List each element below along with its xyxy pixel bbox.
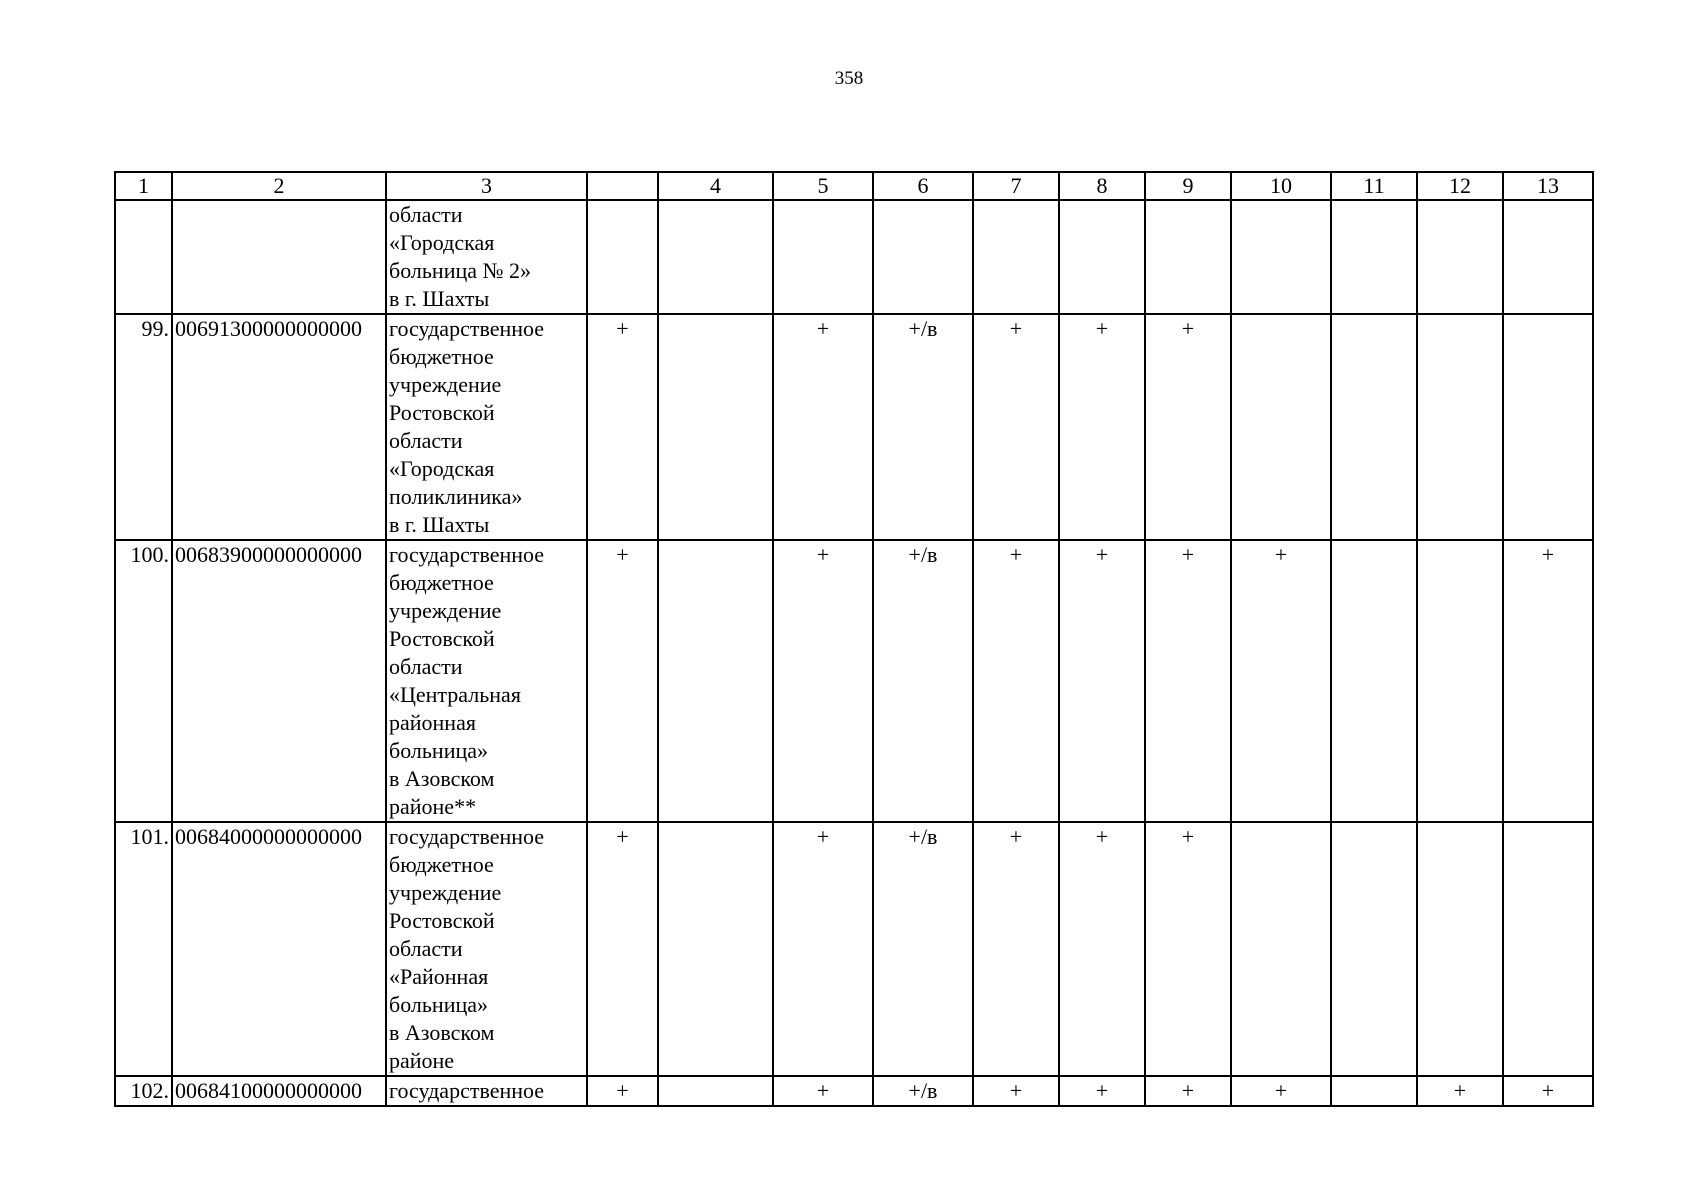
row-institution-name [386,540,587,822]
row-mark-cell: + [1231,540,1331,822]
row-mark-cell: +/в [873,822,973,1076]
row-mark-cell [1331,822,1417,1076]
row-mark-cell [1231,200,1331,314]
institution-name-line: больница» [389,992,488,1017]
header-cell-9: 9 [1145,172,1231,200]
header-cell-blank [587,172,658,200]
row-mark-cell [1417,822,1503,1076]
row-mark-cell: +/в [873,1076,973,1106]
institution-name-line: больница» [389,738,488,763]
row-mark-cell: + [973,822,1059,1076]
row-code [172,200,386,314]
row-mark-cell [658,1076,773,1106]
row-mark-cell: + [1145,822,1231,1076]
row-number: 101. [115,822,172,1076]
institution-name-line: районная [389,710,476,735]
row-mark-cell: + [773,314,873,540]
header-cell-1: 1 [115,172,172,200]
table-row [115,822,1593,1076]
row-mark-cell: + [1059,314,1145,540]
registry-table [114,171,1594,1107]
row-mark-cell: + [1503,540,1593,822]
institution-name-line: «Городская [389,230,495,255]
row-mark-cell [1331,1076,1417,1106]
row-mark-cell [1331,314,1417,540]
row-mark-cell: +/в [873,314,973,540]
row-mark-cell [1417,314,1503,540]
table-row [115,200,1593,314]
row-institution-name [386,822,587,1076]
header-cell-6: 6 [873,172,973,200]
institution-name-line: государственное [389,542,545,567]
row-mark-cell [658,200,773,314]
row-institution-name [386,1076,587,1106]
row-mark-cell [587,200,658,314]
institution-name-line: области [389,654,463,679]
institution-name-line: бюджетное [389,852,494,877]
table-row [115,1076,1593,1106]
row-mark-cell: + [1145,1076,1231,1106]
header-cell-13: 13 [1503,172,1593,200]
row-mark-cell: + [773,1076,873,1106]
row-mark-cell: +/в [873,540,973,822]
row-mark-cell: + [973,314,1059,540]
header-cell-12: 12 [1417,172,1503,200]
institution-name-line: Ростовской [389,908,495,933]
row-mark-cell [1231,314,1331,540]
row-number: 102. [115,1076,172,1106]
row-institution-name [386,314,587,540]
row-institution-name [386,200,587,314]
header-cell-3: 3 [386,172,587,200]
institution-name-line: в Азовском [389,1020,495,1045]
header-cell-8: 8 [1059,172,1145,200]
institution-name-line: больница № 2» [389,258,531,283]
row-number: 99. [115,314,172,540]
header-cell-11: 11 [1331,172,1417,200]
institution-name-line: в г. Шахты [389,286,490,311]
row-mark-cell [1145,200,1231,314]
header-cell-2: 2 [172,172,386,200]
row-mark-cell: + [1059,540,1145,822]
row-mark-cell: + [587,822,658,1076]
institution-name-line: учреждение [389,880,502,905]
row-mark-cell [1503,822,1593,1076]
table-row [115,314,1593,540]
row-mark-cell [1331,200,1417,314]
row-mark-cell [658,822,773,1076]
row-mark-cell: + [773,822,873,1076]
header-row [115,172,1593,200]
row-mark-cell [658,540,773,822]
institution-name-line: в Азовском [389,766,495,791]
institution-name-line: области [389,428,463,453]
header-cell-7: 7 [973,172,1059,200]
institution-name-line: бюджетное [389,344,494,369]
row-mark-cell [1059,200,1145,314]
row-mark-cell: + [587,314,658,540]
row-mark-cell: + [1059,822,1145,1076]
row-mark-cell [873,200,973,314]
row-code: 00691300000000000 [172,314,386,540]
row-mark-cell [773,200,873,314]
row-mark-cell: + [1145,540,1231,822]
header-cell-5: 5 [773,172,873,200]
row-mark-cell [1417,200,1503,314]
row-mark-cell: + [1059,1076,1145,1106]
row-mark-cell [1331,540,1417,822]
row-mark-cell [973,200,1059,314]
institution-name-line: районе** [389,794,477,819]
row-code: 00683900000000000 [172,540,386,822]
row-mark-cell: + [773,540,873,822]
institution-name-line: государственное [389,316,545,341]
row-mark-cell: + [1417,1076,1503,1106]
institution-name-line: области [389,936,463,961]
row-code: 00684000000000000 [172,822,386,1076]
row-mark-cell: + [973,1076,1059,1106]
row-mark-cell: + [973,540,1059,822]
row-number: 100. [115,540,172,822]
institution-name-line: учреждение [389,598,502,623]
institution-name-line: Ростовской [389,626,495,651]
page-number: 358 [834,68,864,89]
row-mark-cell: + [587,540,658,822]
institution-name-line: районе [389,1048,455,1073]
institution-name-line: «Районная [389,964,489,989]
row-mark-cell [1503,314,1593,540]
institution-name-line: «Городская [389,456,495,481]
institution-name-line: области [389,202,463,227]
institution-name-line: бюджетное [389,570,494,595]
institution-name-line: поликлиника» [389,484,523,509]
institution-name-line: учреждение [389,372,502,397]
row-mark-cell [1417,540,1503,822]
table-body [115,172,1593,1106]
row-mark-cell [658,314,773,540]
institution-name-line: государственное [389,824,545,849]
row-mark-cell: + [1145,314,1231,540]
row-number [115,200,172,314]
header-cell-10: 10 [1231,172,1331,200]
row-mark-cell: + [1231,1076,1331,1106]
row-code: 00684100000000000 [172,1076,386,1106]
institution-name-line: в г. Шахты [389,512,490,537]
institution-name-line: Ростовской [389,400,495,425]
row-mark-cell: + [587,1076,658,1106]
row-mark-cell: + [1503,1076,1593,1106]
header-cell-4: 4 [658,172,773,200]
institution-name-line: «Центральная [389,682,521,707]
institution-name-line: государственное [389,1078,545,1103]
table-row [115,540,1593,822]
row-mark-cell [1503,200,1593,314]
row-mark-cell [1231,822,1331,1076]
